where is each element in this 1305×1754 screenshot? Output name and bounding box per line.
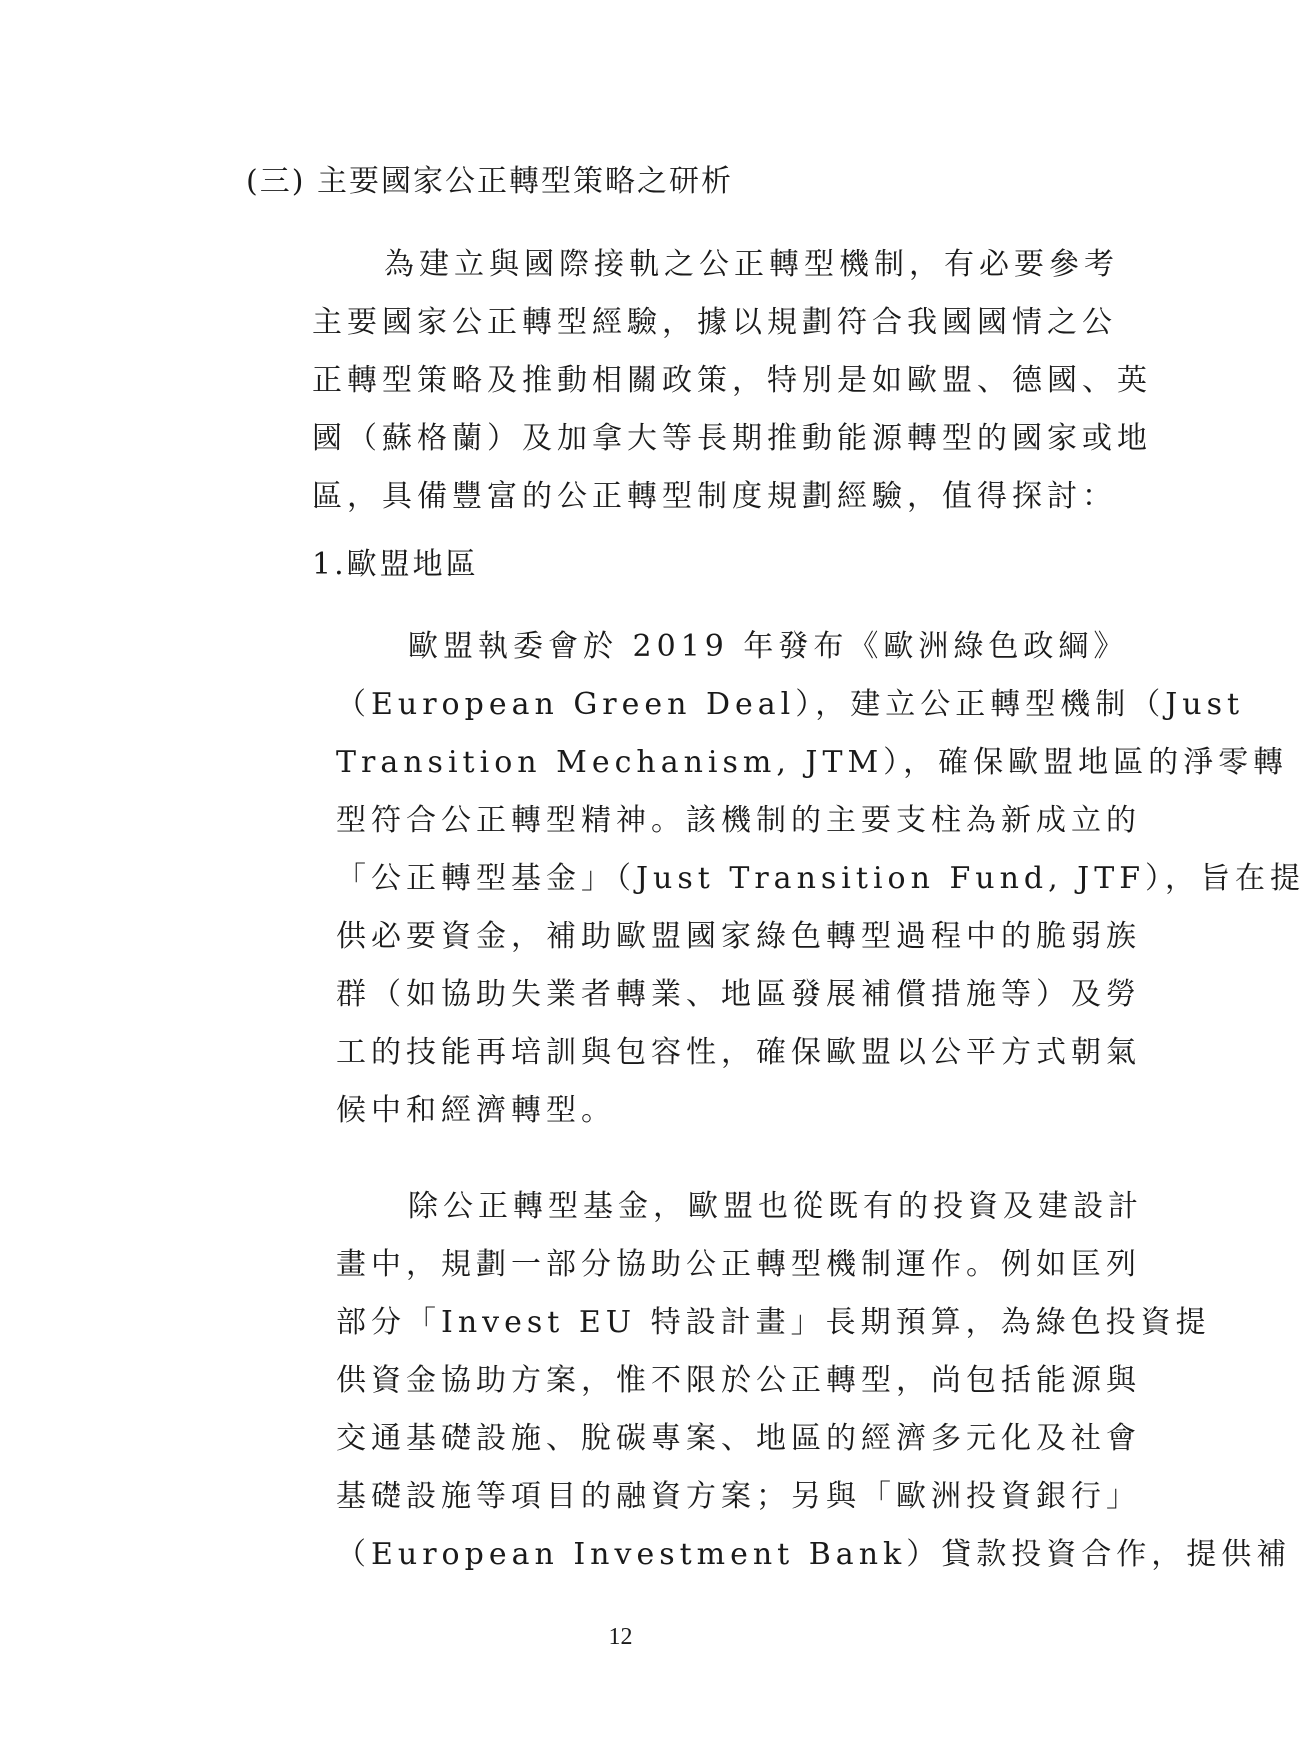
paragraph-line: 交通基礎設施、脫碳專案、地區的經濟多元化及社會 bbox=[336, 1421, 1141, 1456]
paragraph-line: 工的技能再培訓與包容性，確保歐盟以公平方式朝氣 bbox=[336, 1035, 1141, 1070]
paragraph-line: 供必要資金，補助歐盟國家綠色轉型過程中的脆弱族 bbox=[336, 919, 1141, 954]
paragraph-line: Transition Mechanism, JTM），確保歐盟地區的淨零轉 bbox=[336, 745, 1289, 780]
paragraph-line: 「公正轉型基金」（Just Transition Fund, JTF），旨在提 bbox=[336, 861, 1305, 896]
section-heading: (三) 主要國家公正轉型策略之研析 bbox=[246, 164, 733, 199]
paragraph-line: 供資金協助方案，惟不限於公正轉型，尚包括能源與 bbox=[336, 1363, 1141, 1398]
eu-paragraph-1 bbox=[336, 618, 1305, 1140]
eu-paragraph-2 bbox=[336, 1178, 1292, 1584]
paragraph-line: 除公正轉型基金，歐盟也從既有的投資及建設計 bbox=[408, 1189, 1143, 1224]
paragraph-line: 畫中，規劃一部分協助公正轉型機制運作。例如匡列 bbox=[336, 1247, 1141, 1282]
page-number: 12 bbox=[608, 1624, 633, 1650]
paragraph-line: 國（蘇格蘭）及加拿大等長期推動能源轉型的國家或地 bbox=[312, 421, 1152, 456]
paragraph-line: （European Investment Bank）貸款投資合作，提供補 bbox=[336, 1537, 1292, 1572]
paragraph-line: （European Green Deal），建立公正轉型機制（Just bbox=[336, 687, 1245, 722]
paragraph-line: 型符合公正轉型精神。該機制的主要支柱為新成立的 bbox=[336, 803, 1141, 838]
paragraph-line: 主要國家公正轉型經驗，據以規劃符合我國國情之公 bbox=[312, 305, 1117, 340]
intro-paragraph bbox=[312, 236, 1152, 526]
paragraph-line: 候中和經濟轉型。 bbox=[336, 1093, 616, 1128]
paragraph-line: 部分「Invest EU 特設計畫」長期預算，為綠色投資提 bbox=[336, 1305, 1211, 1340]
paragraph-line: 基礎設施等項目的融資方案；另與「歐洲投資銀行」 bbox=[336, 1479, 1141, 1514]
paragraph-line: 區，具備豐富的公正轉型制度規劃經驗，值得探討： bbox=[312, 479, 1117, 514]
paragraph-line: 正轉型策略及推動相關政策，特別是如歐盟、德國、英 bbox=[312, 363, 1152, 398]
subsection-heading: 1.歐盟地區 bbox=[312, 547, 479, 582]
paragraph-line: 為建立與國際接軌之公正轉型機制，有必要參考 bbox=[384, 247, 1119, 282]
paragraph-line: 歐盟執委會於 2019 年發布《歐洲綠色政綱》 bbox=[408, 629, 1129, 664]
paragraph-line: 群（如協助失業者轉業、地區發展補償措施等）及勞 bbox=[336, 977, 1141, 1012]
